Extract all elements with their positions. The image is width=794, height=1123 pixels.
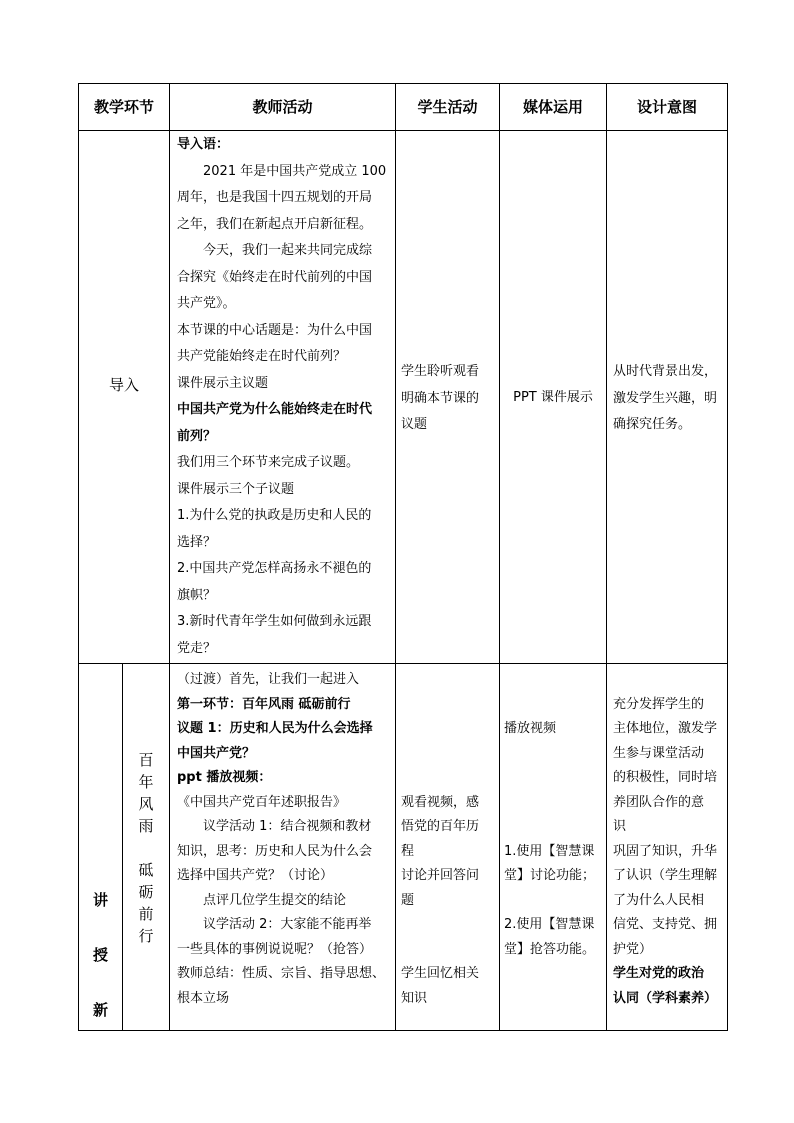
subsection-char: 风 <box>138 795 154 813</box>
intent-text-line: 主体地位，激发学 <box>613 721 718 736</box>
stage-char: 讲 <box>92 891 108 909</box>
stage-char: 授 <box>92 946 108 964</box>
teacher-text-line: 课件展示三个子议题 <box>177 481 295 497</box>
lecture-media <box>504 668 606 962</box>
intent-text-line: 巩固了知识，升华 <box>613 843 718 859</box>
student-text-line: 讨论并回答问 <box>401 868 480 883</box>
student-text-line: 知识 <box>401 990 428 1006</box>
teacher-text-line: 第一环节：百年风雨 砥砺前行 <box>177 696 351 712</box>
student-text-line <box>401 693 497 718</box>
intro-teacher-activity <box>177 132 393 662</box>
header-design-intent: 设计意图 <box>636 98 697 116</box>
intent-text-line: 激发学生兴趣，明 <box>613 390 718 406</box>
teacher-text-line: 党走？ <box>177 640 217 656</box>
student-text-line: 议题 <box>401 417 428 432</box>
teacher-text-line: 议学活动 1：结合视频和教材 <box>203 819 372 834</box>
intent-text-line: 了为什么人民相 <box>613 892 705 908</box>
student-text-line <box>401 717 497 742</box>
subsection-char: 砥 <box>138 861 154 879</box>
lecture-stage-label <box>79 873 122 1038</box>
lecture-subsection-label <box>123 749 169 947</box>
teacher-text-line: 知识，思考：历史和人民为什么会 <box>177 843 373 859</box>
student-text-line <box>401 668 497 693</box>
column-divider <box>606 83 607 1031</box>
intent-text-line <box>613 668 725 693</box>
media-text-line <box>504 889 606 914</box>
header-stage: 教学环节 <box>93 98 154 116</box>
intent-text-line: 生参与课堂活动 <box>613 745 705 761</box>
teacher-text-line: 《中国共产党百年述职报告》 <box>177 794 347 810</box>
lecture-design-intent <box>613 668 725 1011</box>
media-text-line <box>504 742 606 767</box>
subsection-char: 行 <box>138 927 154 945</box>
table-border-right <box>727 83 728 1031</box>
row-divider <box>78 663 728 664</box>
header-divider <box>78 130 728 131</box>
teacher-text-line: 前列？ <box>177 428 217 444</box>
student-text-line: 观看视频，感 <box>401 794 480 810</box>
teacher-text-line: 课件展示主议题 <box>177 375 269 391</box>
teacher-text-line: ppt 播放视频： <box>177 770 272 785</box>
subsection-char: 年 <box>138 773 154 791</box>
media-text-line: 2.使用【智慧课 <box>504 917 595 932</box>
teacher-text-line: 1.为什么党的执政是历史和人民的 <box>177 508 372 523</box>
teacher-text-line: 导入语： <box>177 137 230 152</box>
intent-text-line: 确探究任务。 <box>613 417 692 432</box>
media-text-line: 堂】抢答功能。 <box>504 941 596 957</box>
student-text-line <box>401 766 497 791</box>
column-divider <box>499 83 500 1031</box>
lecture-student-activity <box>401 668 497 1011</box>
student-text-line: 学生聆听观看 <box>401 364 480 379</box>
table-border-bottom <box>78 1030 728 1031</box>
teacher-text-line: 我们用三个环节来完成子议题。 <box>177 455 360 470</box>
teacher-text-line: 选择？ <box>177 534 217 550</box>
column-divider <box>169 83 170 1031</box>
media-text-line: 堂】讨论功能； <box>504 868 596 883</box>
intent-text-line: 信党、支持党、拥 <box>613 917 718 932</box>
student-text-line: 悟党的百年历 <box>401 819 480 834</box>
media-text-line <box>504 766 606 791</box>
teacher-text-line: 点评几位学生提交的结论 <box>203 892 347 908</box>
student-text-line: 题 <box>401 892 415 908</box>
teacher-text-line: 2021 年是中国共产党成立 100 <box>203 163 387 179</box>
intro-media <box>500 385 606 412</box>
intent-text-line: 认同（学科素养） <box>613 990 718 1006</box>
intro-student-activity <box>401 359 497 439</box>
teacher-text-line: 议学活动 2：大家能不能再举 <box>203 917 372 932</box>
teacher-text-line: 之年，我们在新起点开启新征程。 <box>177 216 373 232</box>
student-text-line: 学生回忆相关 <box>401 966 480 981</box>
stage-char: 新 <box>92 1001 108 1019</box>
teacher-text-line: 根本立场 <box>177 990 230 1006</box>
media-text-line: 播放视频 <box>504 721 557 736</box>
student-text-line <box>401 938 497 963</box>
teacher-text-line: 合探究《始终走在时代前列的中国 <box>177 269 373 285</box>
student-text-line: 程 <box>401 843 415 859</box>
teacher-text-line: 本节课的中心话题是：为什么中国 <box>177 322 373 338</box>
teacher-text-line: 议题 1：历史和人民为什么会选择 <box>177 721 373 736</box>
media-text-line: PPT 课件展示 <box>513 390 593 405</box>
subsection-char <box>123 837 169 859</box>
teacher-text-line: （过渡）首先，让我们一起进入 <box>177 672 360 687</box>
intent-text-line: 识 <box>613 819 627 834</box>
subsection-char: 砺 <box>138 883 154 901</box>
intro-design-intent <box>613 359 725 439</box>
intent-text-line: 养团队合作的意 <box>613 794 705 810</box>
header-student-activity: 学生活动 <box>417 98 478 116</box>
teacher-text-line: 2.中国共产党怎样高扬永不褪色的 <box>177 561 372 576</box>
student-text-line <box>401 742 497 767</box>
teacher-text-line: 教师总结：性质、宗旨、指导思想、 <box>177 966 386 981</box>
column-divider <box>395 83 396 1031</box>
intent-text-line: 充分发挥学生的 <box>613 696 705 712</box>
teacher-text-line: 今天，我们一起来共同完成综 <box>203 243 373 258</box>
header-teacher-activity: 教师活动 <box>252 98 313 116</box>
media-text-line: 1.使用【智慧课 <box>504 843 595 859</box>
intent-text-line: 学生对党的政治 <box>613 966 705 981</box>
teacher-text-line: 共产党》。 <box>177 296 236 311</box>
subsection-char: 雨 <box>138 817 154 835</box>
teacher-text-line: 中国共产党？ <box>177 745 256 761</box>
teacher-text-line: 共产党能始终走在时代前列？ <box>177 349 347 364</box>
teacher-text-line: 3.新时代青年学生如何做到永远跟 <box>177 614 372 629</box>
lecture-teacher-activity <box>177 668 393 1011</box>
media-text-line <box>504 668 606 693</box>
teacher-text-line: 选择中国共产党？（讨论） <box>177 868 334 883</box>
media-text-line <box>504 815 606 840</box>
student-text-line <box>401 913 497 938</box>
media-text-line <box>504 693 606 718</box>
media-text-line <box>504 791 606 816</box>
intent-text-line: 了认识（学生理解 <box>613 868 718 883</box>
subsection-char: 百 <box>138 751 154 769</box>
intro-stage-label <box>79 373 169 397</box>
teacher-text-line: 中国共产党为什么能始终走在时代 <box>177 402 373 417</box>
intro-stage-char: 导入 <box>108 376 139 394</box>
header-media: 媒体运用 <box>522 98 583 116</box>
intent-text-line: 从时代背景出发， <box>613 364 718 379</box>
teacher-text-line: 旗帜？ <box>177 587 217 603</box>
teacher-text-line: 一些具体的事例说说呢？（抢答） <box>177 941 373 957</box>
teacher-text-line: 周年，也是我国十四五规划的开局 <box>177 190 373 205</box>
intent-text-line: 护党） <box>613 941 653 957</box>
student-text-line: 明确本节课的 <box>401 390 480 406</box>
subsection-char: 前 <box>138 905 154 923</box>
intent-text-line: 的积极性，同时培 <box>613 770 718 785</box>
